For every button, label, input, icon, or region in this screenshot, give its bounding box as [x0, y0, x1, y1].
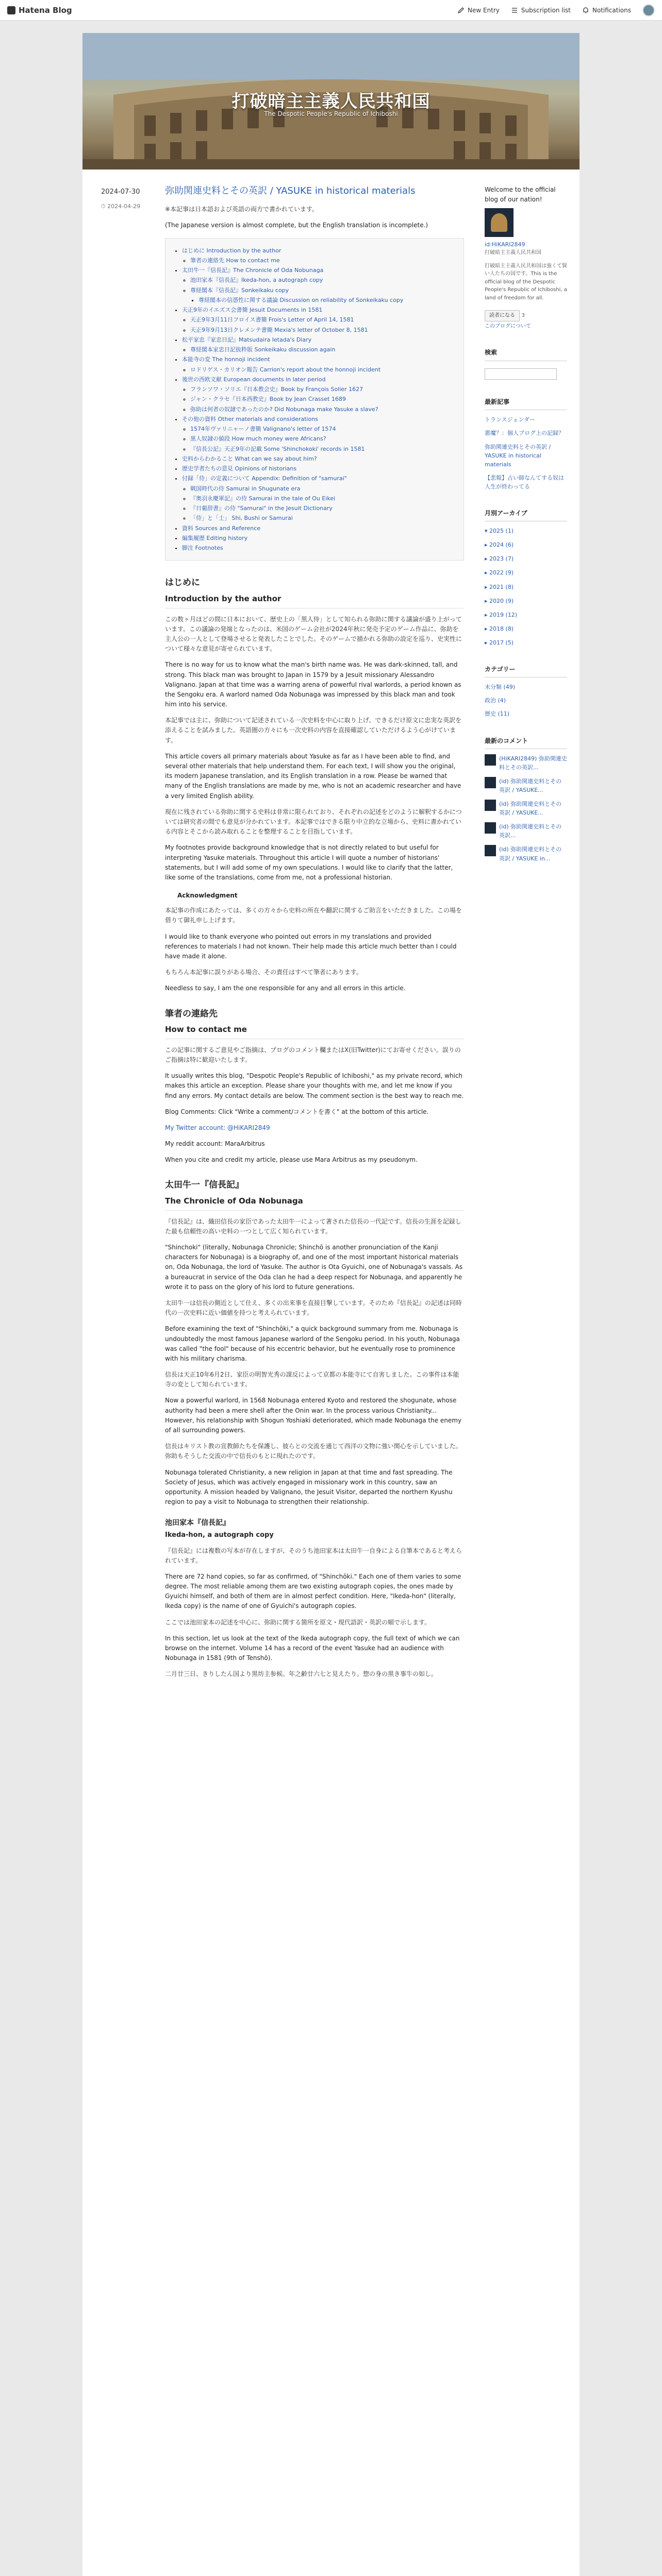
- paragraph-jp: もちろん本記事に誤りがある場合、その責任はすべて筆者にあります。: [165, 969, 362, 976]
- toc-link[interactable]: ジャン・クラセ『日本西教史』Book by Jean Crasset 1689: [190, 396, 346, 403]
- new-entry-button[interactable]: [457, 7, 500, 14]
- category-item[interactable]: [485, 709, 567, 718]
- paragraph-jp: 本記事では主に、弥助について記述されている一次史料を中心に取り上げ、できるだけ原文に忠実な英訳を添えることを試みました。英語圏の方々にも一次史料の内容を直接確認していただけるよう心がけています。: [165, 717, 462, 744]
- paragraph-en: Now a powerful warlord, in 1568 Nobunaga entered Kyoto and restored the shogunate, whose authority had been a mere shell after the Onin war. In the process various Christianity... However, his relationship with Shogun Yoshiaki deteriorated, which made Nobunaga the enemy of all surrounding powers.: [165, 1397, 462, 1434]
- category-link[interactable]: 未分類 (49): [485, 684, 516, 691]
- subsection-heading-jp: 池田家本『信長記』: [165, 1519, 230, 1528]
- recent-comment-item[interactable]: [485, 822, 567, 840]
- blog-comments-info: Blog Comments: Click "Write a comment/コメントを書く" at the bottom of this article.: [165, 1108, 429, 1115]
- paragraph-jp: この数ヶ月ほどの間に日本において、歴史上の「黒人侍」として知られる弥助に関する議論が盛り上がっています。この議論の発端となったのは、米国のゲーム会社が2024年秋に発売予定のゲーム作品に、弥助を主人公の一人として登場させると発表したことでした。そのゲームで描かれる弥助の設定を巡り、史実性について様々な意見が寄せられています。: [165, 615, 462, 653]
- search-input[interactable]: [485, 368, 557, 380]
- paragraph-jp: 本記事の作成にあたっては、多くの方々から史料の所在や翻訳に関するご助言をいただきました。この場を借りて御礼申し上げます。: [165, 907, 462, 924]
- paragraph-en: There is no way for us to know what the man's birth name was. He was dark-skinned, tall, and strong. This black man was brought to Japan in 1579 by a Jesuit missionary Alessandro Valignano. Japan at that time was a warring arena of powerful rival warlords, a period known as the Sengoku era. A warlord named Oda Nobunaga was impressed by this black man and took him into his service.: [165, 661, 461, 708]
- paragraph-en: "Shinchoki" (literally, Nobunaga Chronicle; Shinchō is another pronunciation of the Kanji characters for Nobunaga) is a biography of, and one of the most important historical materials on, Oda Nobunaga, the lord of Yasuke. The author is Ota Gyuichi, one of Nobunaga's vassals. As a bureaucrat in service of the Oda clan he had a deep respect for Nobunaga, and apparently he wrote it to pass on the glory of his lord to future generations.: [165, 1244, 463, 1291]
- subscriber-count: 3: [521, 313, 525, 319]
- toc-link[interactable]: ロドリゲス・カリオン報告 Carrion's report about the honnoji incident: [190, 366, 381, 373]
- section-heading-jp: 太田牛一『信長記』: [165, 1180, 244, 1191]
- archive-item-label[interactable]: 2017 (5): [489, 639, 514, 646]
- user-avatar[interactable]: [642, 4, 655, 16]
- recent-entries-heading: 最新記事: [485, 397, 567, 411]
- recent-comment-link[interactable]: (HiKARI2849) 弥助関連史料とその英訳...: [499, 755, 567, 771]
- recent-comment-item[interactable]: [485, 754, 567, 772]
- entry-updated-text: 2024-04-29: [107, 203, 141, 210]
- archive-heading: 月別アーカイブ: [485, 509, 567, 522]
- recent-comment-link[interactable]: (id) 弥助関連史料とその英訳 / YASUKE in...: [499, 846, 562, 862]
- paragraph-en: Nobunaga tolerated Christianity, a new religion in Japan at that time and fast spreading. The Society of Jesus, which was actively engaged in missionary work in this country, saw an opportunity. A mission headed by Valignano, the Jesuit Visitor, departed the northern Kyushu region to pay a visit to Nobunaga to strengthen their relationship.: [165, 1468, 453, 1506]
- twitter-account[interactable]: [165, 1123, 464, 1133]
- toc-link[interactable]: 『信長公記』天正9年の記載 Some 'Shinchokoki' records in 1581: [190, 445, 365, 452]
- toc-link[interactable]: 『奥羽永慶軍記』の侍 Samurai in the tale of Ou Eikei: [190, 495, 336, 502]
- recent-comment-item[interactable]: [485, 777, 567, 794]
- toc-link[interactable]: 天正9年9月13日クレメンテ書簡 Mexia's letter of October 8, 1581: [190, 326, 368, 333]
- paragraph-jp: 二月廿三日、きりしたん国より黒坊主参候。年之齢廿六七と見えたり。惣の身の黒き事牛の如し。: [165, 1670, 438, 1678]
- clock-icon: ⏱: [101, 203, 106, 210]
- toc-link[interactable]: フランソワ・ソリエ『日本教会史』Book by François Solier 1627: [190, 386, 363, 393]
- category-link[interactable]: 政治 (4): [485, 697, 506, 704]
- paragraph-jp: 信長は天正10年6月2日、家臣の明智光秀の謀反によって京都の本能寺にて自害しました。この事件は本能寺の変として知られています。: [165, 1371, 459, 1388]
- recent-entry-link[interactable]: 【悲報】占い師なんてする奴は人生が終わってる: [485, 474, 564, 490]
- author-link[interactable]: id:HiKARI2849: [485, 241, 525, 248]
- entry-date-text[interactable]: 2024-07-30: [101, 188, 140, 196]
- hatena-blog-logo[interactable]: [7, 6, 72, 15]
- toc-link[interactable]: 黒人奴隷の値段 How much money were Africans?: [190, 435, 326, 443]
- paragraph-jp: ここでは池田家本の記述を中心に、弥助に関する箇所を原文・現代語訳・英訳の順で示します。: [165, 1618, 431, 1626]
- toc-link[interactable]: 歴史学者たちの意見 Opinions of historians: [182, 465, 297, 472]
- archive-item-label[interactable]: 2025 (1): [489, 528, 514, 535]
- toc-link[interactable]: 後世の西欧文献 European documents in later period: [182, 376, 326, 383]
- toc-link[interactable]: 本能寺の変 The honnoji incident: [182, 356, 270, 363]
- commenter-avatar: [485, 777, 496, 788]
- archive-item[interactable]: ▸ 2018 (8): [485, 625, 514, 632]
- subscription-list-label: Subscription list: [521, 6, 571, 14]
- section-heading-jp: 筆者の連絡先: [165, 1008, 218, 1019]
- recent-entry-item[interactable]: [485, 473, 567, 491]
- paragraph-jp: 太田牛一は信長の側近として仕え、多くの出来事を直接目撃しています。そのため『信長記』の記述は同時代の一次史料に近い価値を持つと考えられています。: [165, 1299, 462, 1317]
- toc-link[interactable]: その他の資料 Other materials and considerations: [182, 415, 318, 422]
- toc-link[interactable]: 「侍」と「士」 Shi, Bushi or Samurai: [190, 515, 293, 522]
- author-description: 打破暗主主義人民共和国は強くて賢い人たちの国です。This is the official blog of the Despotic People's Republic of Ichiboshi, a land of freedom for all.: [485, 263, 567, 301]
- toc-link[interactable]: 資料 Sources and Reference: [182, 524, 261, 532]
- archive-item[interactable]: ▸ 2020 (9): [485, 597, 514, 604]
- recent-comment-link[interactable]: (id) 弥助関連史料とその英訳...: [499, 823, 562, 839]
- archive-item-label[interactable]: 2019 (12): [489, 611, 518, 618]
- toc-link[interactable]: 天正9年のイエズス会書簡 Jesuit Documents in 1581: [182, 307, 323, 314]
- archive-item[interactable]: ▸ 2017 (5): [485, 639, 514, 646]
- toc-link[interactable]: 脚注 Footnotes: [182, 545, 223, 552]
- subscribe-label: 読者になる: [489, 313, 515, 319]
- toc-link[interactable]: 『日葡辞書』の侍 "Samurai" in the Jesuit Dictionary: [190, 505, 333, 512]
- category-link[interactable]: 歴史 (11): [485, 710, 510, 718]
- paragraph-jp: 『信長記』には複数の写本が存在しますが、そのうち池田家本は太田牛一自身による自筆本であると考えられています。: [165, 1547, 462, 1564]
- paragraph-en: It usually writes this blog, "Despotic People's Republic of Ichiboshi," as my private record, which makes this article an exception. Please share your thoughts with me, and let me know if you find any errors. My contact details are below. The comment section is the best way to reach me.: [165, 1072, 464, 1099]
- toc-link[interactable]: 筆者の連絡先 How to contact me: [190, 257, 280, 264]
- intro-note-en: (The Japanese version is almost complete, but the English translation is incomplete.): [165, 222, 428, 229]
- paragraph-en: This article covers all primary materials about Yasuke as far as I have been able to find, and several other materials that help understand them. For each text, I will show you the original, its modern Japanese translation, and its English translation in a row. Please be warned that many of the English translations are made by me, who is not an academic researcher and have a very limited English ability.: [165, 752, 461, 800]
- notifications-button[interactable]: [582, 7, 631, 14]
- commenter-avatar: [485, 754, 496, 766]
- toc-link[interactable]: 尊経閣本家忠日記抜粋版 Sonkeikaku discussion again: [190, 346, 336, 353]
- archive-item-label[interactable]: 2021 (8): [489, 583, 514, 590]
- main-wrapper: [82, 170, 580, 2576]
- archive-item[interactable]: ▾ 2025 (1): [485, 528, 514, 535]
- archive-item[interactable]: ▸ 2021 (8): [485, 583, 514, 590]
- toc-link[interactable]: 弥助は何者の奴隷であったのか? Did Nobunaga make Yasuke a slave?: [190, 405, 378, 413]
- toc-link[interactable]: 太田牛一『信長記』The Chronicle of Oda Nobunaga: [182, 267, 324, 274]
- section-heading-en: The Chronicle of Oda Nobunaga: [165, 1195, 464, 1211]
- archive-item-label[interactable]: 2020 (9): [489, 597, 514, 604]
- paragraph-jp: 現在に残されている弥助に関する史料は非常に限られており、それぞれの記述をどのように解釈するかについては研究者の間でも意見が分かれています。本記事ではできる限り中立的な立場から、史料に書かれている内容とそこから読み取れることを整理することを目指しています。: [165, 808, 462, 836]
- new-entry-label: New Entry: [467, 6, 500, 14]
- archive-list: [485, 527, 567, 647]
- toc-link[interactable]: 付録「侍」の定義について Appendix: Definition of "samurai": [182, 475, 347, 482]
- toc-link[interactable]: 池田家本『信長記』Ikeda-hon, a autograph copy: [190, 277, 323, 284]
- paragraph-en: I would like to thank everyone who pointed out errors in my translations and provided references to materials I had not known. Their help made this article much better than I could have made it alone.: [165, 933, 457, 960]
- toc-link[interactable]: 天正9年3月11日フロイス書簡 Frois's Letter of April 14, 1581: [190, 316, 354, 324]
- paragraph-jp: この記事に関するご意見やご指摘は、ブログのコメント欄またはX(旧Twitter)にてお寄せください。誤りのご指摘は特に歓迎いたします。: [165, 1046, 461, 1063]
- sidebar-about-title: Welcome to the official blog of our nation!: [485, 186, 556, 203]
- about-blog-text[interactable]: このブログについて: [485, 323, 531, 329]
- recent-entry-link[interactable]: 悪魔？：個人ブログ上の記録？: [485, 430, 564, 437]
- entry-updated: [101, 203, 163, 210]
- entry-date: [101, 188, 163, 210]
- hatena-logo-icon: [7, 6, 15, 14]
- commenter-avatar: [485, 845, 496, 856]
- archive-item-label[interactable]: 2023 (7): [489, 555, 514, 563]
- about-blog-link[interactable]: [485, 323, 567, 331]
- bell-icon: [582, 7, 589, 14]
- paragraph-en: There are 72 hand copies, so far as confirmed, of "Shinchōki." Each one of them varies to some degree. The most reliable among them are two existing autograph copies, the ones made by Gyuichi himself, and both of them are in almost perfect condition. Here, "Ikeda-hon" (literally, Ikeda copy) is the name of one of Gyuichi's autograph copies.: [165, 1572, 461, 1610]
- archive-item-label[interactable]: 2024 (6): [489, 541, 514, 549]
- paragraph-jp: 『信長記』は、織田信長の家臣であった太田牛一によって著された信長の一代記です。信長の生涯を記録した最も信頼性の高い史料の一つとして広く知られています。: [165, 1217, 461, 1235]
- recent-comment-link[interactable]: (id) 弥助関連史料とその英訳 / YASUKE...: [499, 778, 562, 794]
- subsection-heading-en: Ikeda-hon, a autograph copy: [165, 1531, 274, 1539]
- recent-comment-item[interactable]: [485, 800, 567, 817]
- blog-title[interactable]: 打破暗主主義人民共和国: [231, 91, 431, 112]
- paragraph-en: When you cite and credit my article, please use Mara Arbitrus as my pseudonym.: [165, 1156, 418, 1164]
- recent-comments-heading: 最新のコメント: [485, 736, 567, 750]
- section-heading-en: How to contact me: [165, 1023, 464, 1039]
- paragraph-en: In this section, let us look at the text of the Ikeda autograph copy, the full text of which we can browse on the internet. Volume 14 has a record of the event Yasuke had an audience with Nobunaga in 1581 (9th of Tenshō).: [165, 1634, 460, 1662]
- archive-item[interactable]: ▸ 2019 (12): [485, 611, 518, 618]
- sidebar: [485, 185, 567, 868]
- archive-item[interactable]: ▸ 2024 (6): [485, 541, 514, 549]
- subscription-list-button[interactable]: [511, 7, 571, 14]
- toc-link[interactable]: 1574年ヴァリニャーノ書簡 Valignano's letter of 1574: [190, 426, 336, 433]
- recent-entry-item[interactable]: [485, 415, 567, 424]
- table-of-contents: [165, 238, 464, 561]
- recent-entry-link[interactable]: トランスジェンダー: [485, 416, 536, 423]
- global-bar: [0, 0, 662, 21]
- list-icon: [511, 7, 518, 14]
- paragraph-en: Needless to say, I am the one responsible for any and all errors in this article.: [165, 985, 406, 992]
- toc-link[interactable]: 戦国時代の侍 Samurai in Shugunate era: [190, 485, 301, 492]
- section-heading-en: Introduction by the author: [165, 592, 464, 608]
- subscribe-button[interactable]: [485, 310, 520, 321]
- author-jp-name: 打破暗主主義人民共和国: [485, 250, 541, 256]
- twitter-link[interactable]: My Twitter account: @HiKARI2849: [165, 1124, 270, 1131]
- commenter-avatar: [485, 800, 496, 811]
- notifications-label: Notifications: [592, 6, 631, 14]
- recent-comments-list: [485, 754, 567, 862]
- recent-comment-link[interactable]: (id) 弥助関連史料とその英訳 / YASUKE...: [499, 801, 562, 817]
- entry-title[interactable]: 弥助関連史料とその英訳 / YASUKE in historical materials: [165, 185, 416, 196]
- acknowledgment-heading: Acknowledgment: [177, 892, 238, 900]
- category-heading: カテゴリー: [485, 665, 567, 678]
- paragraph-jp: 信長はキリスト教の宣教師たちを保護し、彼らとの交流を通じて西洋の文物に強い関心を示していました。弥助もそうした交流の中で信長のもとに現れたのです。: [165, 1443, 462, 1460]
- toc-link[interactable]: 史料からわかること What can we say about him?: [182, 455, 317, 462]
- category-list: [485, 683, 567, 718]
- pencil-icon: [457, 7, 465, 14]
- commenter-avatar: [485, 822, 496, 834]
- archive-item-label[interactable]: 2022 (9): [489, 569, 514, 577]
- entry-body: [165, 185, 464, 1686]
- blog-subtitle: The Despotic People's Republic of Ichiboshi: [264, 110, 398, 117]
- toc-link[interactable]: 編集履歴 Editing history: [182, 534, 248, 541]
- recent-comment-item[interactable]: [485, 845, 567, 862]
- paragraph-en: My footnotes provide background knowledge that is not directly related to but useful for interpreting Yasuke materials. Throughout this article I will quote a number of historians' statements, but I will add some of my own speculations. I would like to clarify that the latter, like some of the translations, come from me, not a professional historian.: [165, 844, 453, 881]
- paragraph-en: Before examining the text of "Shinchōki," a quick background summary from me. Nobunaga is undoubtedly the most famous Japanese warlord of the Sengoku period. In his youth, Nobunaga was called "the fool" because of his eccentric behavior, but he eventually rose to prominence with his military charisma.: [165, 1325, 460, 1362]
- category-item[interactable]: [485, 696, 567, 705]
- archive-item[interactable]: ▸ 2023 (7): [485, 555, 514, 563]
- recent-entry-item[interactable]: [485, 443, 567, 469]
- author-id[interactable]: [485, 240, 567, 249]
- toc-link[interactable]: 松平家忠『家忠日記』Matsudaira Ietada's Diary: [182, 336, 312, 343]
- toc-link[interactable]: 尊経閣本の信憑性に関する議論 Discussion on reliability of Sonkeikaku copy: [198, 296, 404, 303]
- reddit-account[interactable]: My reddit account: MaraArbitrus: [165, 1140, 265, 1148]
- archive-item-label[interactable]: 2018 (8): [489, 625, 514, 632]
- toc-link[interactable]: はじめに Introduction by the author: [182, 247, 282, 254]
- toc-link[interactable]: 尊経閣本『信長記』Sonkeikaku copy: [190, 286, 289, 294]
- category-item[interactable]: [485, 683, 567, 691]
- logo-text: Hatena Blog: [19, 5, 72, 15]
- recent-entry-link[interactable]: 弥助関連史料とその英訳 / YASUKE in historical materials: [485, 443, 551, 468]
- section-heading-jp: はじめに: [165, 578, 200, 588]
- search-heading: 検索: [485, 348, 567, 361]
- archive-item[interactable]: ▸ 2022 (9): [485, 569, 514, 577]
- intro-note-jp: ※本記事は日本語および英語の両方で書かれています。: [165, 206, 319, 213]
- recent-entry-item[interactable]: [485, 429, 567, 437]
- author-avatar[interactable]: [485, 208, 514, 237]
- recent-entries-list: [485, 415, 567, 490]
- blog-header-banner[interactable]: [82, 33, 580, 170]
